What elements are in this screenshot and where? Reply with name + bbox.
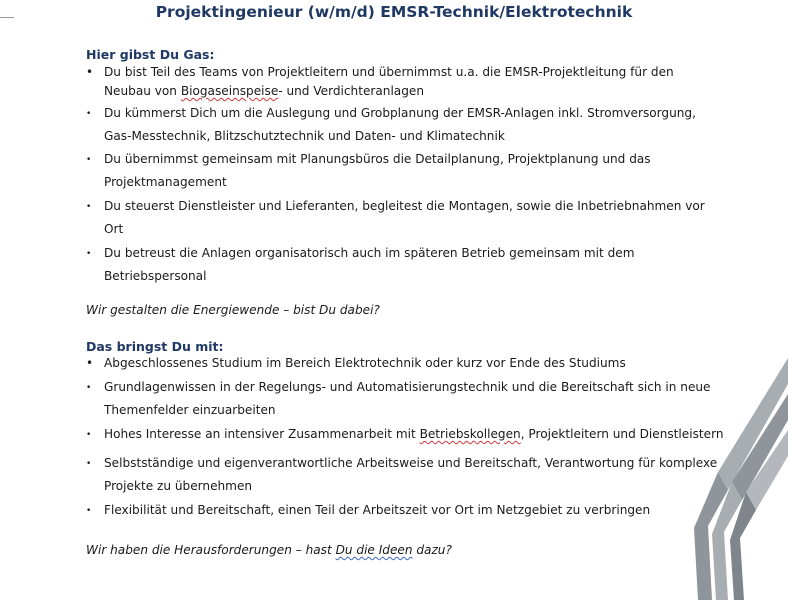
bullet-icon: • — [86, 356, 94, 370]
decorative-stripes-graphic — [690, 350, 788, 600]
bullet-icon: • — [86, 383, 92, 393]
list-item: • Du kümmerst Dich um die Auslegung und Grobplanung der EMSR-Anlagen inkl. Stromversorgung, Gas-Messtechnik, Blitzschutztechnik und Daten- und Klimatechnik — [86, 102, 726, 148]
spellcheck-flag[interactable]: Betriebskollegen — [419, 427, 521, 441]
bullet-icon: • — [86, 430, 92, 440]
bullet-icon: • — [86, 249, 92, 259]
bullet-icon: • — [86, 109, 92, 119]
bullet-icon: • — [86, 506, 92, 516]
list-item: • Du steuerst Dienstleister und Lieferanten, begleitest die Montagen, sowie die Inbetriebnahmen vor Ort — [86, 195, 726, 241]
bullet-icon: • — [86, 155, 92, 165]
list-item: • Du übernimmst gemeinsam mit Planungsbüros die Detailplanung, Projektplanung und das Projektmanagement — [86, 148, 726, 194]
bullet-icon: • — [86, 459, 92, 469]
section-heading-requirements: Das bringst Du mit: — [86, 339, 224, 354]
closing-question-2: Wir haben die Herausforderungen – hast Du die Ideen dazu? — [86, 543, 452, 557]
bullet-icon: • — [86, 202, 92, 212]
list-item: • Du betreust die Anlagen organisatorisch auch im späteren Betrieb gemeinsam mit dem Betriebspersonal — [86, 242, 726, 288]
list-item: • Selbstständige und eigenverantwortliche Arbeitsweise und Bereitschaft, Verantwortung für komplexe Projekte zu übernehmen — [86, 452, 726, 498]
closing-question-1: Wir gestalten die Energiewende – bist Du dabei? — [86, 303, 380, 317]
list-item: • Hohes Interesse an intensiver Zusammenarbeit mit Betriebskollegen, Projektleitern und Dienstleistern — [86, 423, 726, 446]
list-item: • Du bist Teil des Teams von Projektleitern und übernimmst u.a. die EMSR-Projektleitung für den Neubau von Biogaseinspeise- und Verdichteranlagen — [86, 61, 726, 98]
list-item: • Abgeschlossenes Studium im Bereich Elektrotechnik oder kurz vor Ende des Studiums — [86, 352, 726, 375]
spellcheck-flag[interactable]: Biogaseinspeise — [180, 84, 279, 98]
job-title: Projektingenieur (w/m/d) EMSR-Technik/Elektrotechnik — [155, 3, 633, 21]
list-item: • Flexibilität und Bereitschaft, einen Teil der Arbeitszeit vor Ort im Netzgebiet zu verbringen — [86, 499, 726, 522]
section-heading-tasks: Hier gibst Du Gas: — [86, 47, 215, 62]
grammar-flag[interactable]: Du die Ideen — [335, 543, 413, 557]
bullet-icon: • — [86, 65, 94, 79]
list-item: • Grundlagenwissen in der Regelungs- und Automatisierungstechnik und die Bereitschaft sich in neue Themenfelder einzuarbeiten — [86, 376, 726, 422]
